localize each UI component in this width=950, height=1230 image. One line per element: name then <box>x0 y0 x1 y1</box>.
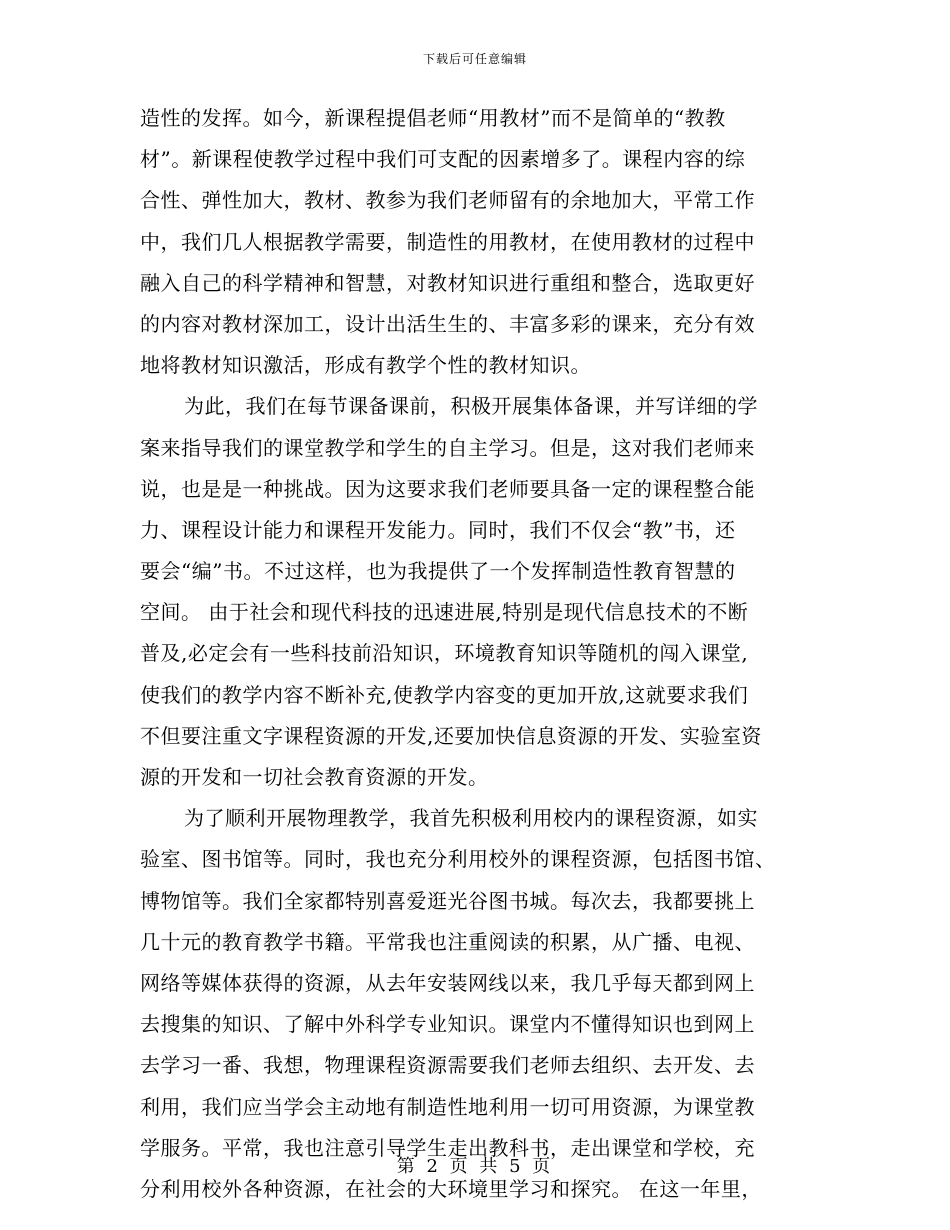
text-line: 造性的发挥。如今，新课程提倡老师“用教材”而不是简单的“教教 <box>140 106 726 130</box>
text-line: 力、课程设计能力和课程开发能力。同时，我们不仅会“教”书，还 <box>140 517 736 542</box>
text-line: 案来指导我们的课堂教学和学生的自主学习。但是，这对我们老师来 <box>140 435 755 460</box>
text-line: 学服务。平常，我也注意引导学生走出教科书，走出课堂和学校，充 <box>140 1135 755 1160</box>
text-line: 合性、弹性加大，教材、教参为我们老师留有的余地加大，平常工作 <box>140 188 755 213</box>
text-line: 说，也是是一种挑战。因为这要求我们老师要具备一定的课程整合能 <box>140 476 755 501</box>
paragraph-first-line: 为了顺利开展物理教学，我首先积极利用校内的课程资源，如实 <box>184 806 758 831</box>
text-line: 几十元的教育教学书籍。平常我也注重阅读的积累，从广播、电视、 <box>140 929 755 954</box>
text-line: 分利用校外各种资源，在社会的大环境里学习和探究。 在这一年里， <box>140 1176 762 1201</box>
text-line: 要会“编”书。不过这样，也为我提供了一个发挥制造性教育智慧的 <box>140 559 736 584</box>
text-line: 验室、图书馆等。同时，我也充分利用校外的课程资源，包括图书馆、 <box>140 847 776 872</box>
text-line: 网络等媒体获得的资源，从去年安装网线以来，我几乎每天都到网上 <box>140 970 755 995</box>
text-line: 去学习一番、我想，物理课程资源需要我们老师去组织、去开发、去 <box>140 1053 755 1078</box>
text-line: 去搜集的知识、了解中外科学专业知识。课堂内不懂得知识也到网上 <box>140 1012 755 1037</box>
text-line: 博物馆等。我们全家都特别喜爱逛光谷图书城。每次去，我都要挑上 <box>140 888 755 913</box>
page-number: 第 2 页 共 5 页 <box>396 1156 554 1177</box>
text-line: 地将教材知识激活，形成有教学个性的教材知识。 <box>140 353 591 378</box>
page-header: 下载后可任意编辑 <box>422 52 527 66</box>
text-line: 的内容对教材深加工，设计出活生生的、丰富多彩的课来，充分有效 <box>140 311 755 336</box>
text-line: 普及,必定会有一些科技前沿知识，环境教育知识等随机的闯入课堂, <box>140 641 749 666</box>
text-line: 源的开发和一切社会教育资源的开发。 <box>140 765 489 789</box>
paragraph-first-line: 为此，我们在每节课备课前，积极开展集体备课，并写详细的学 <box>184 394 758 419</box>
text-line: 材”。新课程使教学过程中我们可支配的因素增多了。课程内容的综 <box>140 147 746 172</box>
document-body <box>140 98 800 1210</box>
text-line: 空间。 由于社会和现代科技的迅速进展,特别是现代信息技术的不断 <box>140 600 749 625</box>
text-line: 使我们的教学内容不断补充,使教学内容变的更加开放,这就要求我们 <box>140 682 749 707</box>
text-line: 中，我们几人根据教学需要，制造性的用教材，在使用教材的过程中 <box>140 229 755 254</box>
text-line: 融入自己的科学精神和智慧，对教材知识进行重组和整合，选取更好 <box>140 270 755 295</box>
text-line: 不但要注重文字课程资源的开发,还要加快信息资源的开发、实验室资 <box>140 723 762 748</box>
text-line: 利用，我们应当学会主动地有制造性地利用一切可用资源，为课堂教 <box>140 1094 755 1119</box>
